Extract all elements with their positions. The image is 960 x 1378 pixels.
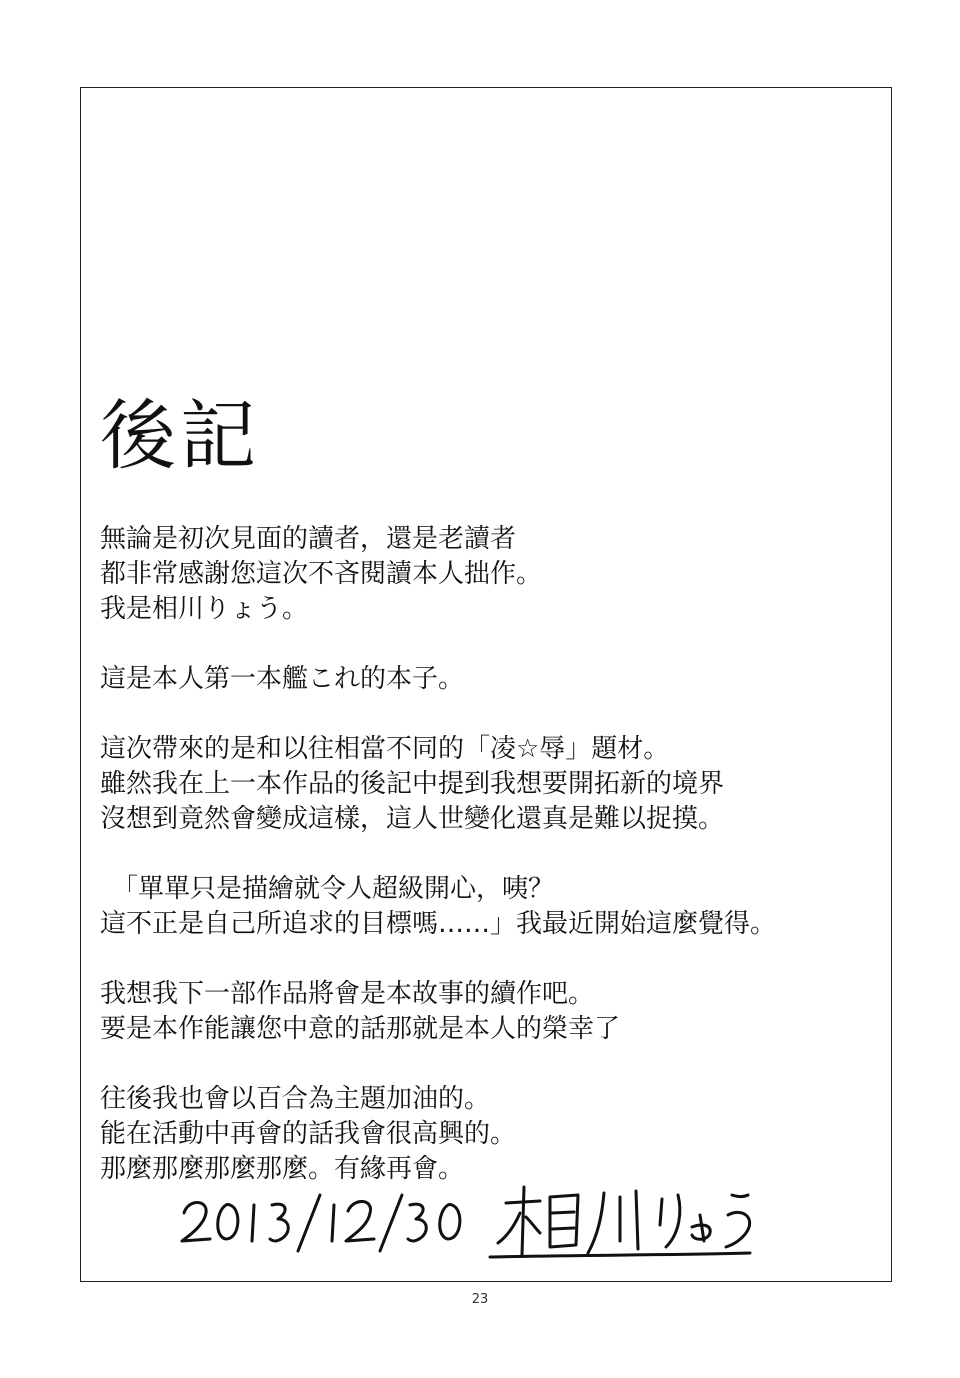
text-line: 那麼那麼那麼那麼。有緣再會。 [100, 1154, 465, 1184]
paragraph-theme [100, 732, 880, 837]
text-line: 無論是初次見面的讀者，還是老讀者 [100, 524, 517, 554]
text-line: 要是本作能讓您中意的話那就是本人的榮幸了 [100, 1014, 621, 1044]
paragraph-greeting [100, 522, 880, 627]
text-line: 能在活動中再會的話我會很高興的。 [100, 1119, 517, 1149]
paragraph-closing [100, 1082, 880, 1187]
paragraph-first-book [100, 662, 880, 697]
afterword-body [100, 522, 880, 1222]
text-line: 這是本人第一本艦これ的本子。 [100, 664, 465, 694]
signature-drawing [180, 1175, 780, 1265]
text-line: 都非常感謝您這次不吝閱讀本人拙作。 [100, 559, 543, 589]
text-line: 雖然我在上一本作品的後記中提到我想要開拓新的境界 [100, 769, 725, 799]
page-number: 23 [471, 1292, 489, 1307]
text-line: 這次帶來的是和以往相當不同的「凌☆辱」題材。 [100, 734, 670, 764]
page-title: 後記 [100, 391, 260, 480]
text-line: 我是相川りょう。 [100, 594, 309, 624]
text-line: 沒想到竟然會變成這樣，這人世變化還真是難以捉摸。 [100, 804, 725, 834]
paragraph-next-work [100, 977, 880, 1047]
text-line: 「單單只是描繪就令人超級開心，咦？ [112, 874, 555, 904]
text-line: 我想我下一部作品將會是本故事的續作吧。 [100, 979, 595, 1009]
text-line: 這不正是自己所追求的目標嗎……」我最近開始這麼覺得。 [100, 909, 777, 939]
paragraph-reflection [100, 872, 880, 942]
handwritten-signature [180, 1175, 780, 1265]
text-line: 往後我也會以百合為主題加油的。 [100, 1084, 491, 1114]
